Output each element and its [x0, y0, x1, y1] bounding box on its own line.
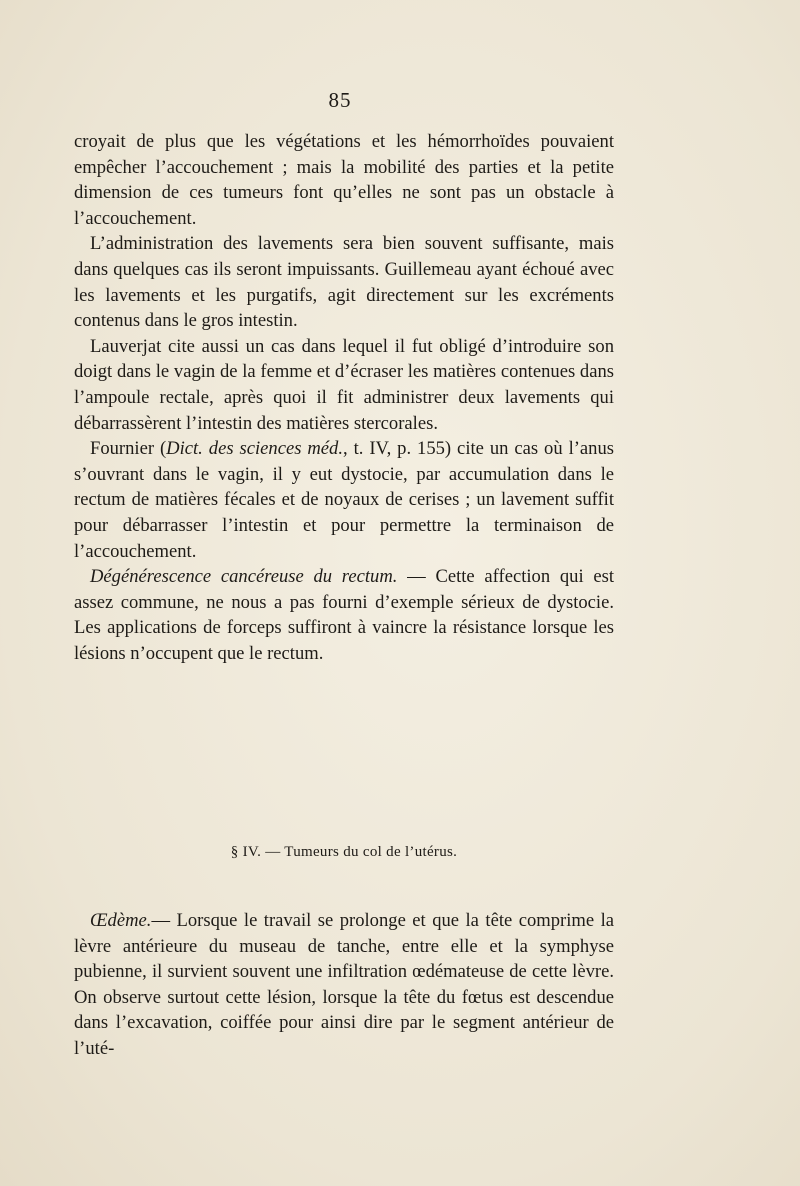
paragraph-lavements	[74, 231, 614, 333]
paragraph-continued	[74, 129, 614, 231]
page-number: 85	[328, 88, 352, 112]
paragraph-text: L’administration des lavements sera bien souvent suffisante, mais dans quelques cas ils seront impuissants. Guillemeau ayant échoué avec les lavements et les purgatifs, agit directement sur les excréments contenus dans le gros intestin.	[74, 233, 614, 332]
paragraph-degenerescence	[74, 564, 614, 666]
paragraph-text: croyait de plus que les végétations et les hémorrhoïdes pouvaient empêcher l’accouchement ; mais la mobilité des parties et la petite dimension de ces tumeurs font qu’elles ne sont pas un obstacle à l’accouchement.	[74, 131, 614, 229]
paragraph-topic: Dégénérescence cancéreuse du rectum.	[90, 566, 398, 588]
paragraph-lead: Fournier (	[90, 438, 167, 460]
paragraph-text: Lauverjat cite aussi un cas dans lequel il fut obligé d’introduire son doigt dans le vagin de la femme et d’écraser les matières contenues dans l’ampoule rectale, après quoi il fit administrer deux lavements qui débarrassèrent l’intestin des matières stercorales.	[74, 335, 614, 434]
paragraph-topic: Œdème.	[90, 910, 152, 931]
paragraph-text: , t. IV, p. 155) cite un cas où l’anus s’ouvrant dans le vagin, il y eut dystocie, par accumulation dans le rectum de matières fécales et de noyaux de cerises ; un lavement suffit pour débarrasser l’intestin et pour permettre la terminaison de l’accouchement.	[74, 438, 615, 562]
paragraph-text: — Lorsque le travail se prolonge et que la tête comprime la lèvre antérieure du museau de tanche, entre elle et la symphyse pubienne, il survient souvent une infiltration œdémateuse de cette lèvre. On observe surtout cette lésion, lorsque la tête du fœtus est descendue dans l’excavation, coiffée pour ainsi dire par le segment antérieur de l’uté-	[74, 910, 614, 1059]
paragraph-text: — Cette affection qui est assez commune, ne nous a pas fourni d’exemple sérieux de dystocie. Les applications de forceps suffiront à vaincre la résistance lorsque les lésions n’occupent que le rectum.	[74, 566, 614, 664]
section-heading: § IV. — Tumeurs du col de l’utérus.	[230, 844, 458, 860]
paragraph-fournier	[74, 436, 614, 564]
paragraph-oedeme	[74, 908, 614, 1062]
body-text-bottom	[74, 908, 614, 1062]
body-text-top	[74, 129, 614, 666]
citation-title: Dict. des sciences méd.	[166, 438, 344, 460]
paragraph-lauverjat	[74, 334, 614, 436]
